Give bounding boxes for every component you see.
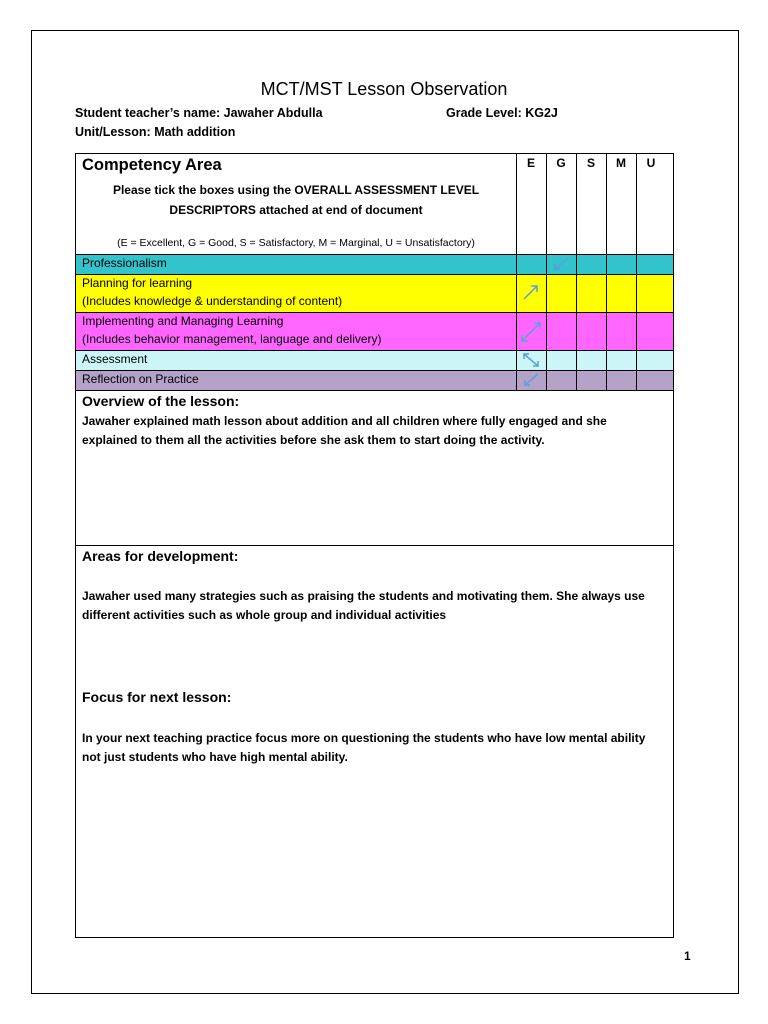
- grade-level-value: KG2J: [525, 106, 558, 120]
- tick-mark-professionalism: [550, 255, 572, 273]
- development-title: Areas for development:: [82, 548, 239, 564]
- grid-line: [606, 154, 607, 390]
- unit-lesson-line: [75, 125, 235, 139]
- focus-title: Focus for next lesson:: [82, 689, 232, 705]
- row-sublabel: (Includes behavior management, language and delivery): [82, 332, 382, 346]
- row-planning-for-learning: [76, 274, 673, 312]
- page-number: 1: [684, 949, 691, 963]
- level-header-g: G: [556, 156, 566, 170]
- grid-line: [76, 350, 673, 351]
- grid-line: [576, 154, 577, 390]
- level-header-e: E: [526, 156, 535, 170]
- focus-line-2: not just students who have high mental ability.: [82, 750, 348, 764]
- competency-area-title: Competency Area: [82, 156, 222, 174]
- grid-line: [516, 154, 517, 390]
- row-label: Planning for learning: [82, 276, 193, 290]
- level-header-s: S: [586, 156, 595, 170]
- level-header-m: M: [616, 156, 626, 170]
- row-sublabel: (Includes knowledge & understanding of content): [82, 294, 343, 308]
- row-assessment: [76, 350, 673, 370]
- grade-level-line: [446, 106, 558, 120]
- tick-mark-implementing: [518, 319, 544, 345]
- overview-title: Overview of the lesson:: [82, 393, 240, 409]
- grid-line: [76, 254, 673, 255]
- focus-line-1: In your next teaching practice focus more on questioning the students who have low mental ability: [82, 731, 646, 745]
- grid-line: [76, 545, 673, 546]
- overview-line-2: explained to them all the activities before she ask them to start doing the activity.: [82, 433, 545, 447]
- grid-line: [76, 390, 673, 391]
- unit-lesson-label: Unit/Lesson:: [75, 125, 151, 139]
- row-implementing-learning: [76, 312, 673, 350]
- tick-mark-reflection: [520, 371, 542, 389]
- grade-level-label: Grade Level:: [446, 106, 522, 120]
- row-label: Reflection on Practice: [82, 372, 199, 386]
- development-line-2: different activities such as whole group and individual activities: [82, 608, 447, 622]
- unit-lesson-value: Math addition: [154, 125, 236, 139]
- grid-line: [76, 370, 673, 371]
- grid-line: [76, 312, 673, 313]
- instruction-line-2: DESCRIPTORS attached at end of document: [169, 203, 423, 217]
- focus-text: [82, 729, 657, 767]
- row-label: Assessment: [82, 352, 148, 366]
- student-name-value: Jawaher Abdulla: [223, 106, 323, 120]
- instruction-line-1: Please tick the boxes using the OVERALL ASSESSMENT LEVEL: [112, 183, 480, 197]
- observation-table: [75, 153, 674, 938]
- document-title: MCT/MST Lesson Observation: [260, 79, 508, 99]
- competency-instruction: [76, 180, 516, 220]
- student-name-line: [75, 106, 323, 120]
- overview-line-1: Jawaher explained math lesson about addition and all children where fully engaged and she: [82, 414, 607, 428]
- level-header-u: U: [646, 156, 656, 170]
- row-professionalism: [76, 254, 673, 274]
- development-text: [82, 587, 657, 625]
- grid-line: [636, 154, 637, 390]
- row-reflection: [76, 370, 673, 390]
- grid-line: [546, 154, 547, 390]
- grid-line: [76, 274, 673, 275]
- student-name-label: Student teacher’s name:: [75, 106, 221, 120]
- tick-mark-planning: [520, 281, 542, 303]
- overview-text: [82, 412, 657, 450]
- level-key: (E = Excellent, G = Good, S = Satisfactory, M = Marginal, U = Unsatisfactory): [117, 237, 475, 249]
- row-label: Professionalism: [82, 256, 167, 270]
- tick-mark-assessment: [520, 351, 542, 369]
- development-line-1: Jawaher used many strategies such as praising the students and motivating them. She always use: [82, 589, 645, 603]
- row-label: Implementing and Managing Learning: [82, 314, 284, 328]
